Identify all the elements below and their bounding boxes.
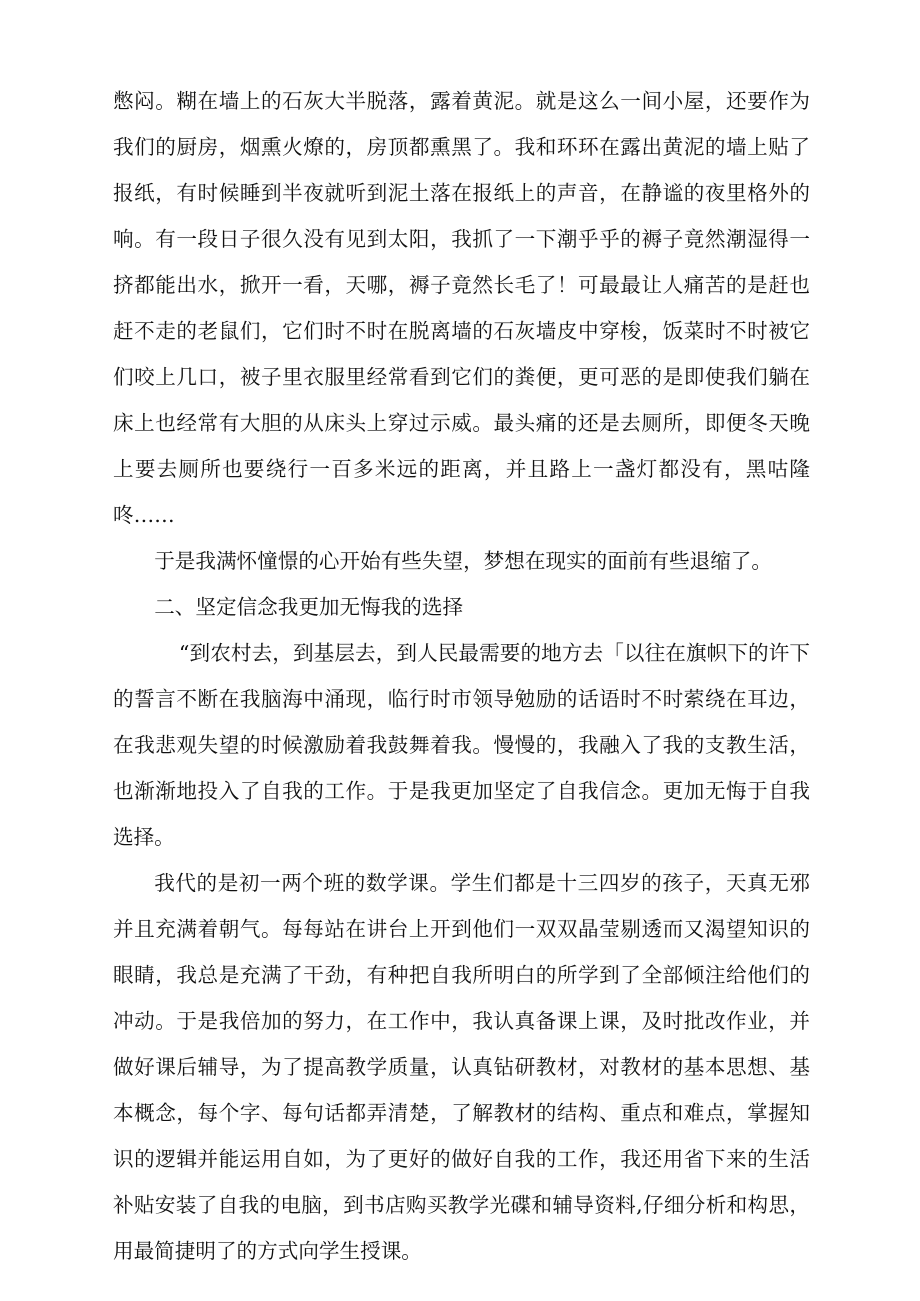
body-paragraph-4: 我代的是初一两个班的数学课。学生们都是十三四岁的孩子，天真无邪并且充满着朝气。每每站在讲台上开到他们一双双晶莹剔透而又渴望知识的眼睛，我总是充满了干劲，有种把自我所明白的所学到了全部倾注给他们的冲动。于是我倍加的努力，在工作中，我认真备课上课，及时批改作业，并做好课后辅导，为了提高教学质量，认真钻研教材，对教材的基本思想、基本概念，每个字、每句话都弄清楚，了解教材的结构、重点和难点，掌握知识的逻辑并能运用自如，为了更好的做好自我的工作，我还用省下来的生活补贴安装了自我的电脑，到书店购买教学光碟和辅导资料,仔细分析和构思，用最简捷明了的方式向学生授课。: [113, 871, 810, 1263]
body-paragraph-3: “到农村去，到基层去，到人民最需要的地方去「以往在旗帜下的许下的誓言不断在我脑海中涌现，临行时市领导勉励的话语时不时萦绕在耳边，在我悲观失望的时候激励着我鼓舞着我。慢慢的，我融入了我的支教生活，也渐渐地投入了自我的工作。于是我更加坚定了自我信念。更加无悔于自我选择。: [113, 641, 810, 849]
body-paragraph-2: 于是我满怀憧憬的心开始有些失望，梦想在现实的面前有些退缩了。: [154, 549, 772, 573]
document-page: [113, 78, 810, 1274]
body-paragraph-1: 憋闷。糊在墙上的石灰大半脱落，露着黄泥。就是这么一间小屋，还要作为我们的厨房，烟熏火燎的，房顶都熏黑了。我和环环在露出黄泥的墙上贴了报纸，有时候睡到半夜就听到泥土落在报纸上的声音，在静谧的夜里格外的响。有一段日子很久没有见到太阳，我抓了一下潮乎乎的褥子竟然潮湿得一挤都能出水，掀开一看，天哪，褥子竟然长毛了！可最最让人痛苦的是赶也赶不走的老鼠们，它们时不时在脱离墙的石灰墙皮中穿梭，饭菜时不时被它们咬上几口，被子里衣服里经常看到它们的粪便，更可恶的是即使我们躺在床上也经常有大胆的从床头上穿过示威。最头痛的还是去厕所，即便冬天晚上要去厕所也要绕行一百多米远的距离，并且路上一盏灯都没有，黑咕隆咚……: [113, 89, 810, 527]
section-heading: 二、坚定信念我更加无悔我的选择: [154, 595, 464, 619]
